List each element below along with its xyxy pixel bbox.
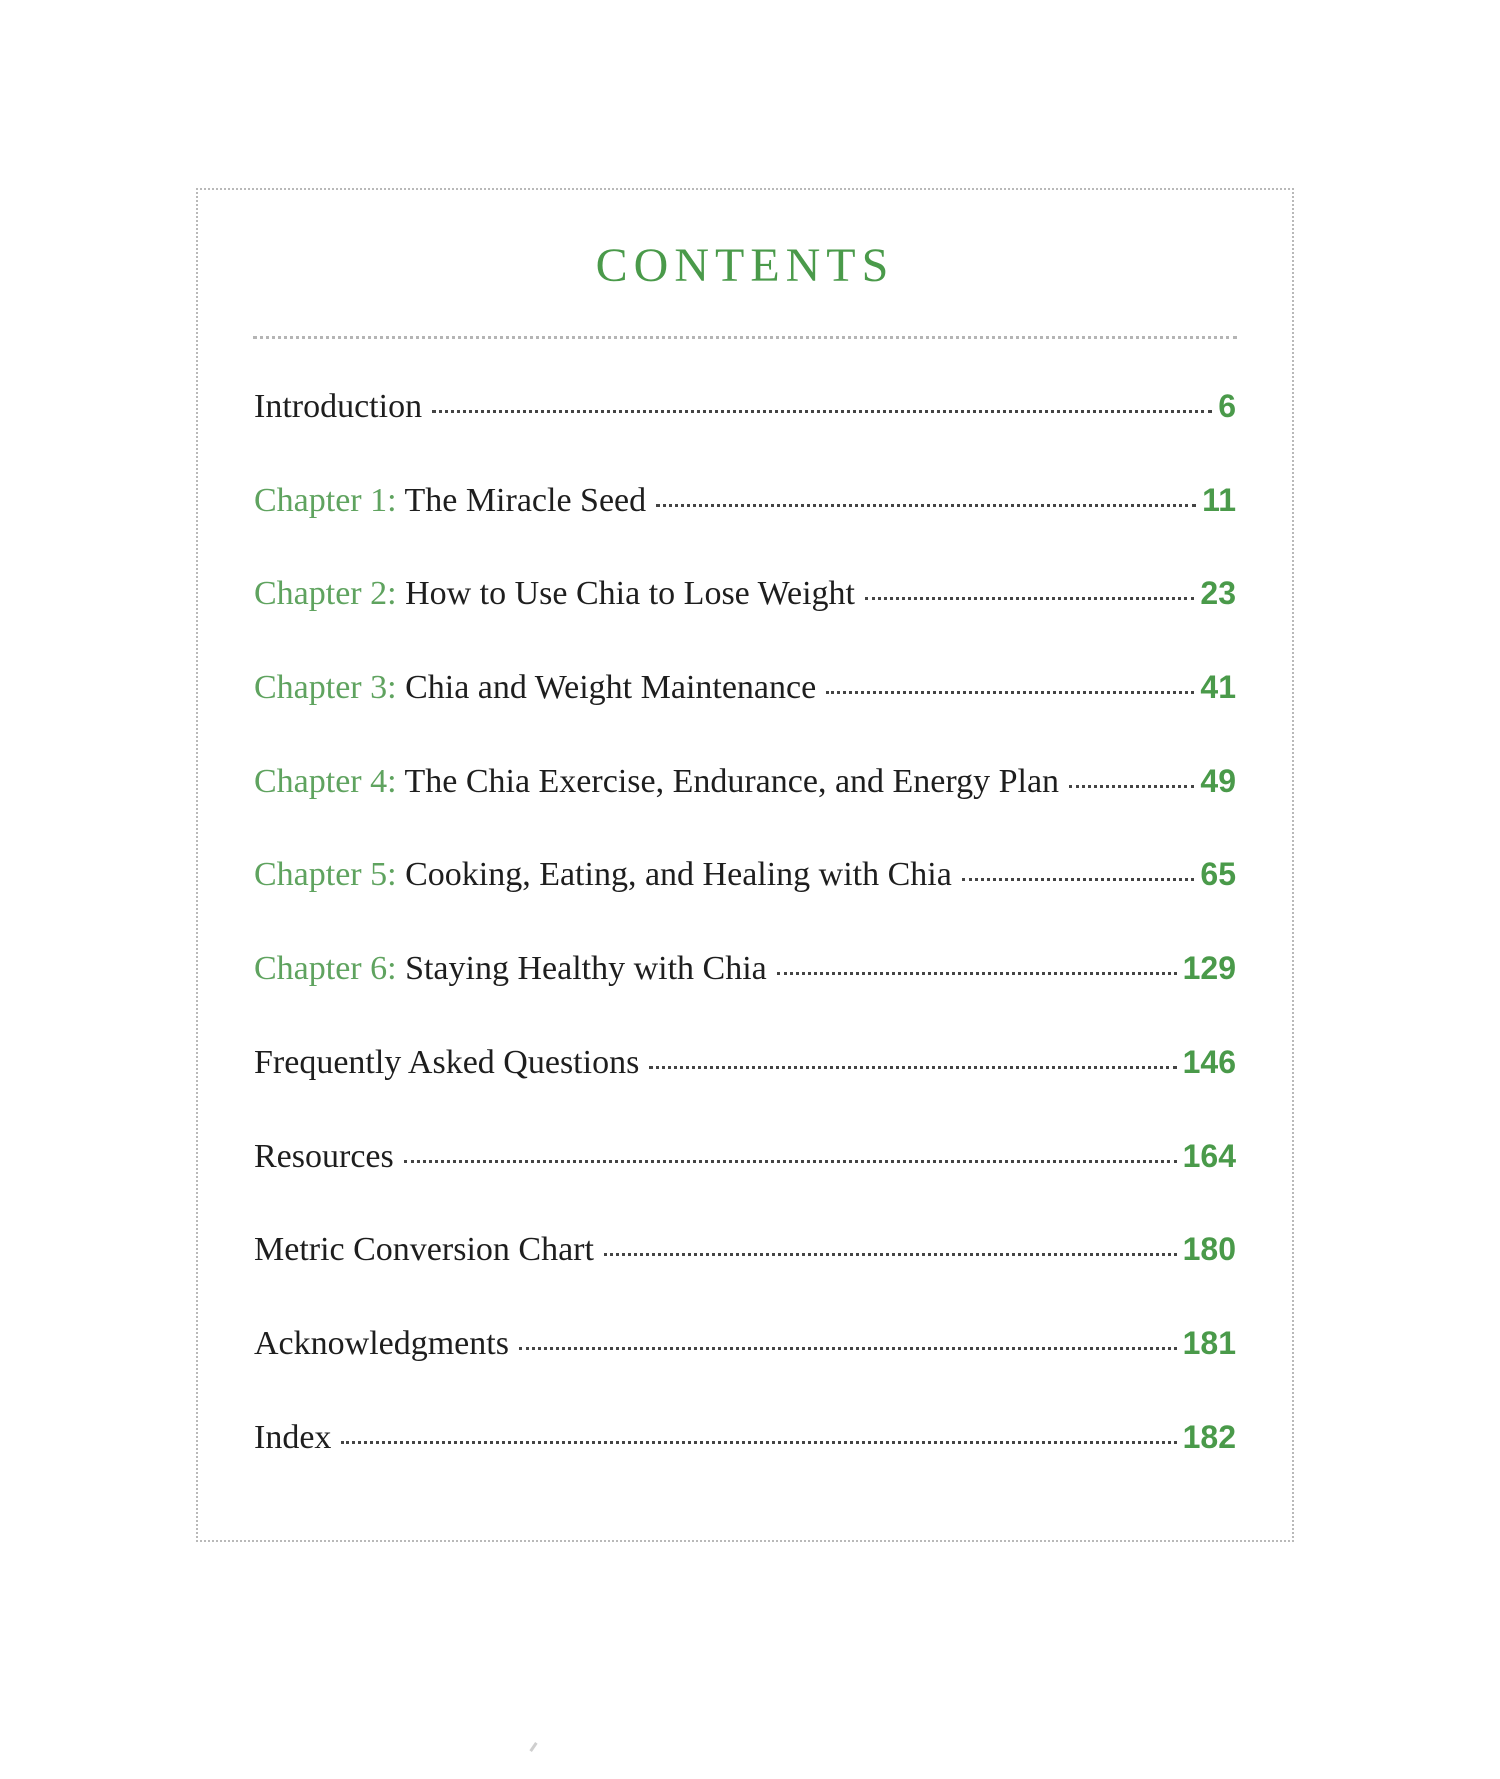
- dot-leader: [519, 1347, 1177, 1350]
- table-of-contents: [254, 390, 1236, 1514]
- toc-entry-text: [254, 1324, 509, 1362]
- dot-leader: [432, 410, 1212, 413]
- toc-entry-text: [254, 390, 422, 424]
- toc-page-number: 41: [1200, 669, 1236, 706]
- dot-leader: [656, 504, 1196, 507]
- toc-entry-text: [254, 1137, 394, 1175]
- chapter-label: Chapter 3:: [254, 669, 397, 707]
- toc-entry-text: [254, 481, 647, 519]
- toc-entry-title: Acknowledgments: [254, 1324, 509, 1362]
- toc-entry-text: [254, 1043, 640, 1081]
- toc-entry-text: [254, 1418, 332, 1456]
- chapter-label: Chapter 6:: [254, 950, 397, 988]
- chapter-label: Chapter 1:: [254, 481, 397, 519]
- toc-entry-title: Index: [254, 1418, 332, 1456]
- dot-leader: [404, 1160, 1177, 1163]
- toc-entry-title: Metric Conversion Chart: [254, 1231, 594, 1269]
- dot-leader: [777, 972, 1177, 975]
- toc-page-number: 129: [1182, 950, 1236, 987]
- contents-frame: [196, 188, 1294, 1542]
- dot-leader: [865, 597, 1194, 600]
- dot-leader: [1069, 785, 1194, 788]
- dot-leader: [962, 878, 1195, 881]
- toc-entry-title: The Miracle Seed: [404, 481, 647, 519]
- toc-page-number: 146: [1182, 1043, 1236, 1080]
- toc-entry-title: How to Use Chia to Lose Weight: [405, 575, 855, 613]
- toc-entry-chapter-3[interactable]: [254, 671, 1236, 765]
- toc-entry-chapter-5[interactable]: [254, 858, 1236, 952]
- toc-entry-text: [254, 952, 767, 986]
- toc-entry-title: Cooking, Eating, and Healing with Chia: [405, 856, 952, 894]
- toc-entry-text: [254, 671, 816, 705]
- toc-page-number: 65: [1200, 856, 1236, 893]
- dot-leader: [649, 1066, 1176, 1069]
- scan-speck: [529, 1742, 537, 1752]
- toc-entry-title: Frequently Asked Questions: [254, 1043, 640, 1081]
- chapter-label: Chapter 2:: [254, 575, 397, 613]
- toc-entry-chapter-4[interactable]: [254, 762, 1236, 859]
- toc-entry-faq[interactable]: [254, 1043, 1236, 1140]
- toc-entry-introduction[interactable]: [254, 390, 1236, 484]
- toc-entry-chapter-6[interactable]: [254, 952, 1236, 1046]
- toc-page-number: 181: [1182, 1324, 1236, 1361]
- toc-entry-title: Introduction: [254, 388, 423, 425]
- toc-entry-title: Staying Healthy with Chia: [405, 950, 767, 988]
- toc-page-number: 49: [1200, 762, 1236, 799]
- toc-page-number: 182: [1182, 1418, 1236, 1455]
- dot-leader: [604, 1253, 1177, 1256]
- toc-entry-acknowledgments[interactable]: [254, 1324, 1236, 1421]
- toc-entry-chapter-2[interactable]: [254, 577, 1236, 671]
- chapter-label: Chapter 4:: [254, 762, 397, 800]
- dot-leader: [341, 1441, 1176, 1444]
- toc-page-number: 11: [1202, 481, 1236, 518]
- toc-entry-title: The Chia Exercise, Endurance, and Energy Plan: [404, 762, 1060, 800]
- toc-entry-text: [254, 858, 952, 892]
- toc-entry-text: [254, 577, 855, 611]
- title-divider: [253, 336, 1237, 339]
- toc-entry-title: Resources: [254, 1137, 394, 1175]
- toc-entry-index[interactable]: [254, 1418, 1236, 1515]
- page-title: CONTENTS: [595, 239, 895, 292]
- toc-page-number: 23: [1200, 575, 1236, 612]
- chapter-label: Chapter 5:: [254, 856, 397, 894]
- toc-entry-resources[interactable]: [254, 1137, 1236, 1234]
- toc-page-number: 164: [1182, 1137, 1236, 1174]
- dot-leader: [826, 691, 1194, 694]
- toc-entry-chapter-1[interactable]: [254, 481, 1236, 578]
- toc-entry-text: [254, 762, 1060, 800]
- toc-page-number: 180: [1182, 1231, 1236, 1268]
- toc-page-number: 6: [1218, 388, 1236, 424]
- toc-entry-title: Chia and Weight Maintenance: [405, 669, 817, 707]
- toc-entry-text: [254, 1233, 594, 1267]
- toc-entry-metric-conversion-chart[interactable]: [254, 1233, 1236, 1327]
